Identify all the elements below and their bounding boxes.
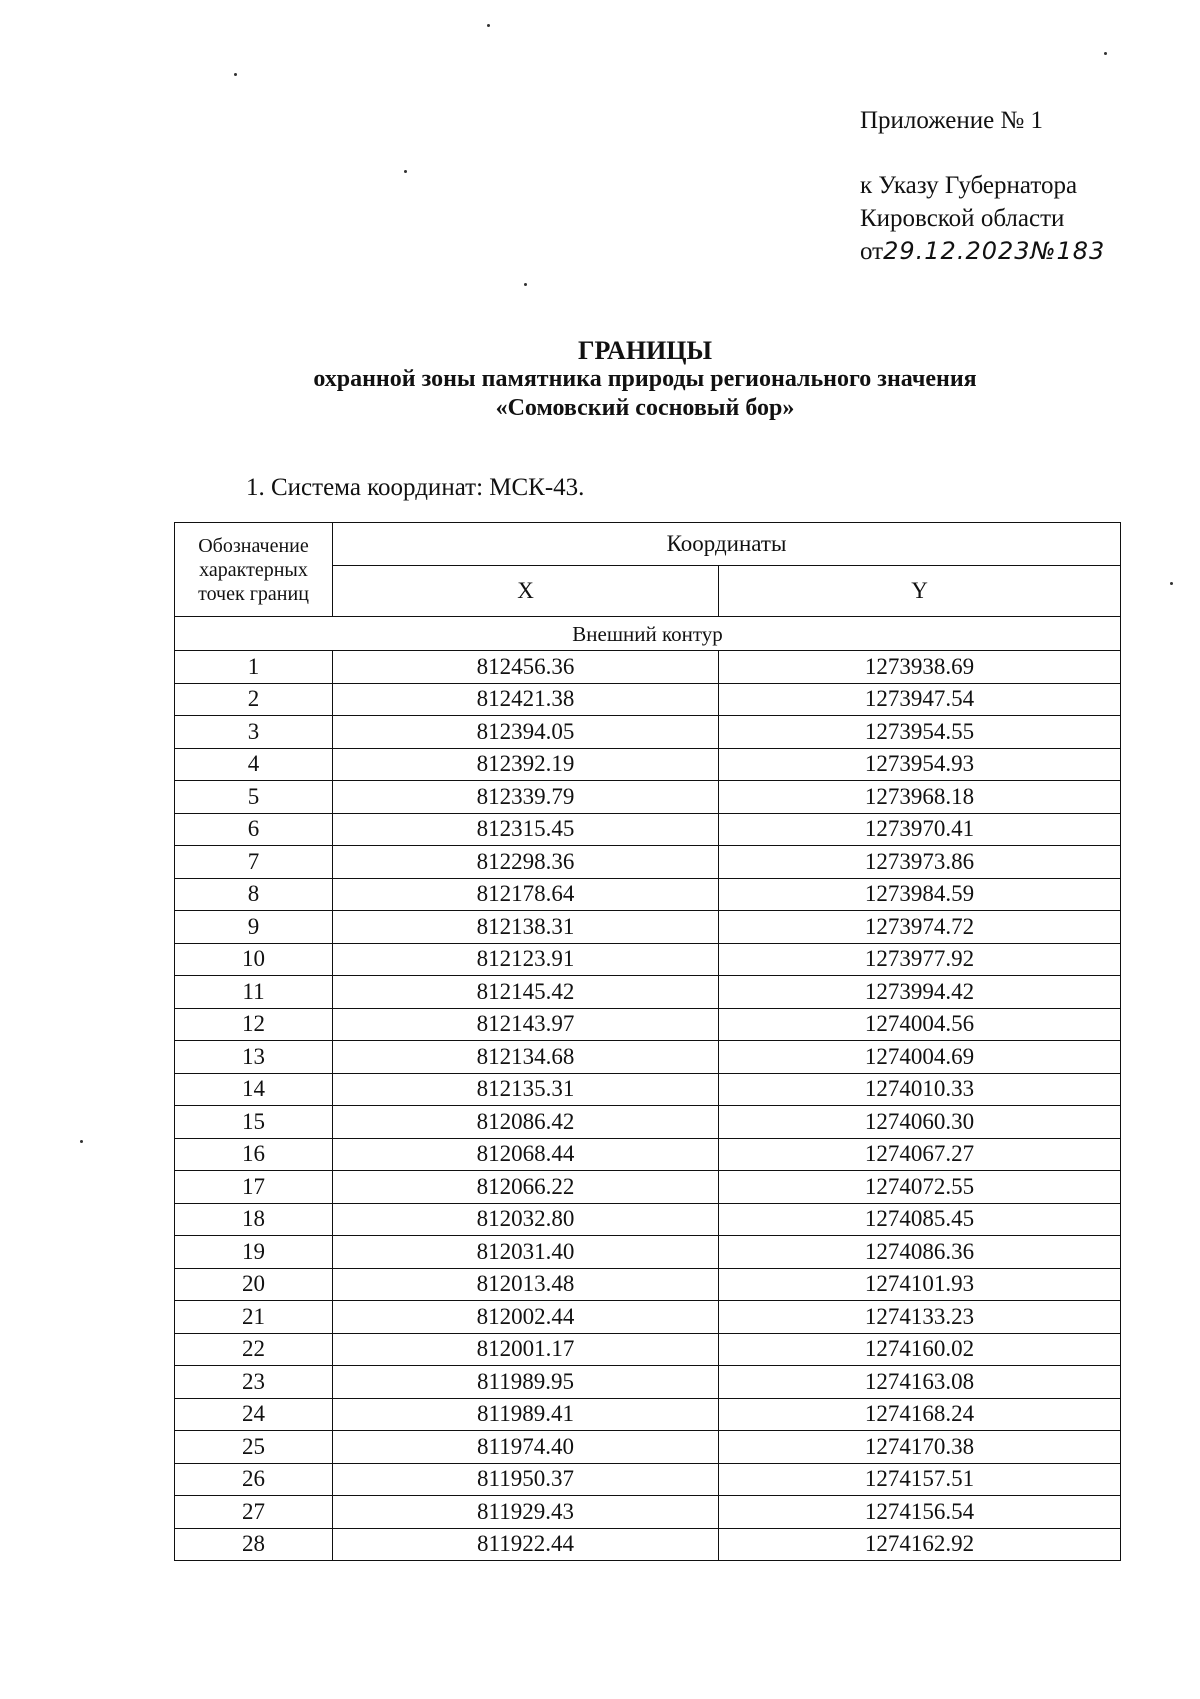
coord-x: 812031.40 [333,1236,719,1269]
coord-x: 812392.19 [333,748,719,781]
point-number: 5 [175,781,333,814]
coord-x: 811989.95 [333,1366,719,1399]
table-row [175,1333,1121,1366]
coord-x: 812066.22 [333,1171,719,1204]
coord-y: 1274168.24 [719,1398,1121,1431]
scan-speck [404,170,407,173]
table-row [175,846,1121,879]
coord-y: 1273954.55 [719,716,1121,749]
point-number: 8 [175,878,333,911]
table-row [175,1138,1121,1171]
coord-x: 812138.31 [333,911,719,944]
point-number: 2 [175,683,333,716]
coord-y: 1273994.42 [719,976,1121,1009]
point-number: 25 [175,1431,333,1464]
point-number: 26 [175,1463,333,1496]
coord-y: 1274162.92 [719,1528,1121,1561]
coordinates-table [174,522,1121,1561]
coord-x: 812145.42 [333,976,719,1009]
title-name: «Сомовский сосновый бор» [495,395,795,421]
table-row [175,813,1121,846]
title-subtitle: охранной зоны памятника природы регионального значения [313,366,977,392]
coord-y: 1273938.69 [719,651,1121,684]
point-number: 3 [175,716,333,749]
point-number: 20 [175,1268,333,1301]
coord-y: 1274004.69 [719,1041,1121,1074]
appendix-block [860,104,1105,268]
point-number: 23 [175,1366,333,1399]
coord-x: 812143.97 [333,1008,719,1041]
table-row [175,1171,1121,1204]
table-row [175,911,1121,944]
table-row [175,1203,1121,1236]
coord-x: 812298.36 [333,846,719,879]
coord-x: 812123.91 [333,943,719,976]
table-row [175,1301,1121,1334]
coord-y: 1274133.23 [719,1301,1121,1334]
coord-x: 812456.36 [333,651,719,684]
point-number: 7 [175,846,333,879]
coord-y: 1274072.55 [719,1171,1121,1204]
appendix-decree: к Указу Губернатора [860,172,1078,199]
point-number: 21 [175,1301,333,1334]
coord-x: 812421.38 [333,683,719,716]
coord-y: 1274004.56 [719,1008,1121,1041]
coord-x: 812002.44 [333,1301,719,1334]
table-row [175,748,1121,781]
point-number: 6 [175,813,333,846]
point-number: 22 [175,1333,333,1366]
coord-y: 1273954.93 [719,748,1121,781]
coord-y: 1273973.86 [719,846,1121,879]
coord-y: 1274157.51 [719,1463,1121,1496]
coord-y: 1274156.54 [719,1496,1121,1529]
header-x: X [333,566,719,617]
point-number: 16 [175,1138,333,1171]
scan-speck [524,283,527,286]
point-number: 1 [175,651,333,684]
coord-x: 812315.45 [333,813,719,846]
table-row [175,1528,1121,1561]
table-row [175,716,1121,749]
scan-speck [487,24,490,27]
coord-y: 1274170.38 [719,1431,1121,1464]
document-title [0,336,1200,423]
appendix-date-line [860,235,1105,268]
table-row [175,976,1121,1009]
coord-x: 811974.40 [333,1431,719,1464]
handwritten-date-number: 29.12.2023№183 [883,237,1106,265]
scan-speck [1170,582,1173,585]
coord-y: 1273974.72 [719,911,1121,944]
table-row [175,1431,1121,1464]
point-number: 9 [175,911,333,944]
point-number: 15 [175,1106,333,1139]
appendix-date-prefix: от [860,238,884,265]
header-y: Y [719,566,1121,617]
table-row [175,1496,1121,1529]
coord-y: 1274101.93 [719,1268,1121,1301]
section-outer-contour: Внешний контур [175,617,1121,651]
coord-x: 812339.79 [333,781,719,814]
coord-y: 1274060.30 [719,1106,1121,1139]
table-row [175,1366,1121,1399]
scan-speck [1104,52,1107,55]
point-number: 4 [175,748,333,781]
table-row [175,1041,1121,1074]
coord-y: 1274086.36 [719,1236,1121,1269]
table-row [175,1236,1121,1269]
point-number: 17 [175,1171,333,1204]
table-row [175,943,1121,976]
scan-speck [80,1140,83,1143]
table-row [175,1008,1121,1041]
coord-y: 1273977.92 [719,943,1121,976]
coordinate-system-label: 1. Система координат: МСК-43. [246,474,585,501]
coord-y: 1273947.54 [719,683,1121,716]
point-number: 27 [175,1496,333,1529]
header-point-label: Обозначение характерных точек границ [175,523,333,617]
coord-x: 812135.31 [333,1073,719,1106]
table-row [175,878,1121,911]
coord-x: 812013.48 [333,1268,719,1301]
coord-x: 811989.41 [333,1398,719,1431]
point-number: 24 [175,1398,333,1431]
point-number: 11 [175,976,333,1009]
coord-y: 1274085.45 [719,1203,1121,1236]
point-number: 10 [175,943,333,976]
point-number: 14 [175,1073,333,1106]
table-row [175,1073,1121,1106]
point-number: 13 [175,1041,333,1074]
coord-y: 1273984.59 [719,878,1121,911]
scan-speck [234,73,237,76]
coord-x: 812032.80 [333,1203,719,1236]
coord-x: 812178.64 [333,878,719,911]
table-row [175,1398,1121,1431]
coord-x: 812134.68 [333,1041,719,1074]
table-row [175,683,1121,716]
coord-y: 1274067.27 [719,1138,1121,1171]
point-number: 19 [175,1236,333,1269]
coord-y: 1274163.08 [719,1366,1121,1399]
coord-x: 811922.44 [333,1528,719,1561]
table-row [175,781,1121,814]
coord-y: 1274160.02 [719,1333,1121,1366]
coord-y: 1274010.33 [719,1073,1121,1106]
table-row [175,651,1121,684]
coord-x: 812068.44 [333,1138,719,1171]
point-number: 28 [175,1528,333,1561]
header-coordinates: Координаты [333,523,1121,566]
coord-x: 812394.05 [333,716,719,749]
coord-y: 1273970.41 [719,813,1121,846]
coord-x: 811929.43 [333,1496,719,1529]
table-row [175,1268,1121,1301]
coord-x: 812086.42 [333,1106,719,1139]
table-row [175,1463,1121,1496]
point-number: 12 [175,1008,333,1041]
coord-x: 812001.17 [333,1333,719,1366]
title-main: ГРАНИЦЫ [577,336,713,365]
point-number: 18 [175,1203,333,1236]
appendix-region: Кировской области [860,205,1065,232]
coord-y: 1273968.18 [719,781,1121,814]
coord-x: 811950.37 [333,1463,719,1496]
table-row [175,1106,1121,1139]
appendix-number: Приложение № 1 [860,107,1044,134]
